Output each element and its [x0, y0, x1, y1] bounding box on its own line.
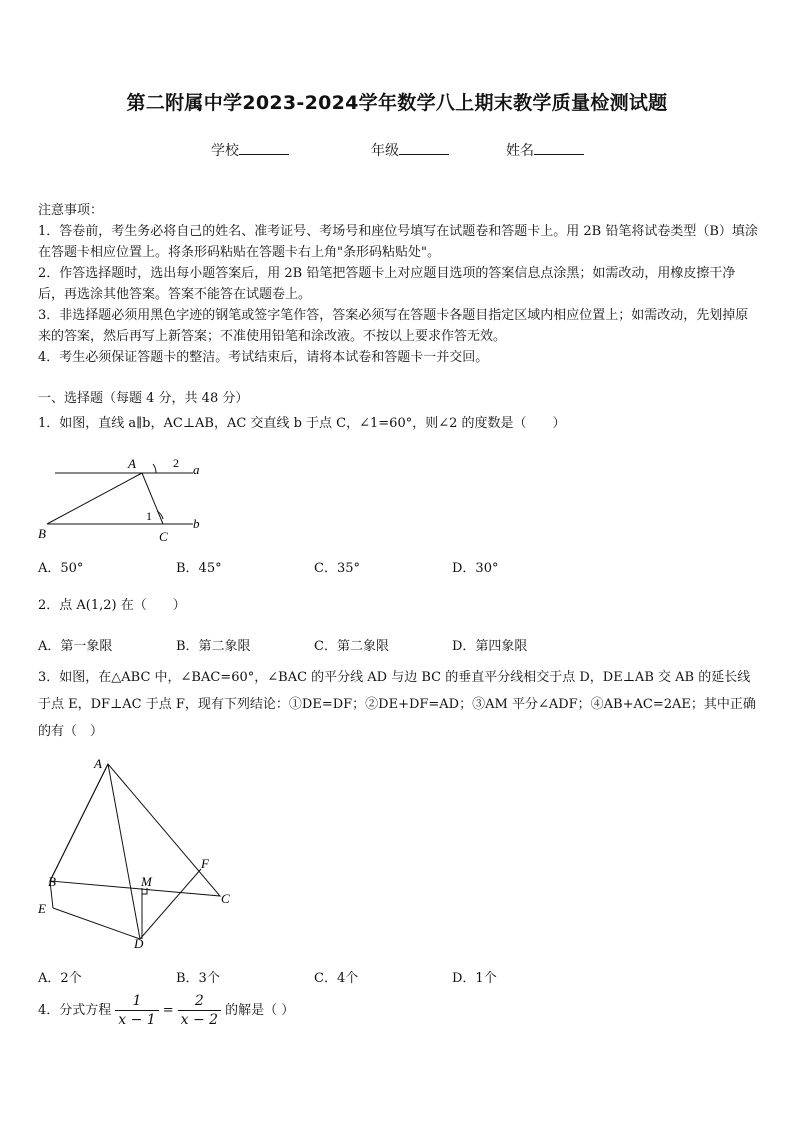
q3-label-D: D [134, 936, 144, 951]
q3-stem: 3．如图，在△ABC 中，∠BAC=60°，∠BAC 的平分线 AD 与边 BC 的垂直平分线相交于点 D，DE⊥AB 交 AB 的延长线于点 E，DF⊥AC 于点 F，现有下列结论：①DE=DF；②DE+DF=AD；③AM 平分∠ADF；④AB+AC=2AE；其中正确的有（ ） [38, 670, 756, 739]
q4-frac1-numerator: 1 [115, 992, 158, 1011]
q2-option-b: B．第二象限 [176, 639, 251, 654]
q4-frac2-denominator: x − 2 [180, 1012, 219, 1028]
notice-item-4: 4．考生必须保证答题卡的整洁。考试结束后，请将本试卷和答题卡一并交回。 [38, 350, 489, 365]
q4-frac2-numerator: 2 [178, 992, 221, 1011]
notice-item-1: 1．答卷前，考生务必将自己的姓名、准考证号、考场号和座位号填写在试题卷和答题卡上。用 2B 铅笔将试卷类型（B）填涂在答题卡相应位置上。将条形码粘贴在答题卡右上角"条形码粘贴处"。 [38, 224, 758, 260]
q1-label-B: B [38, 526, 46, 541]
q3-label-F: F [201, 856, 209, 871]
q3-option-c: C．4个 [314, 971, 359, 986]
q2-option-a: A．第一象限 [38, 639, 113, 654]
q3-label-M: M [141, 874, 152, 889]
notice-item-3: 3．非选择题必须用黑色字迹的钢笔或签字笔作答，答案必须写在答题卡各题目指定区域内相应位置上；如需改动，先划掉原来的答案，然后再写上新答案；不准使用铅笔和涂改液。不按以上要求作答无效。 [38, 308, 749, 344]
q4-frac1-denominator: x − 1 [118, 1012, 156, 1028]
q1-label-a: a [193, 462, 200, 477]
q1-option-d: D．30° [452, 561, 499, 576]
school-field [211, 140, 289, 160]
q4-equals: = [162, 1002, 174, 1018]
q2-stem: 2．点 A(1,2) 在（ ） [38, 598, 186, 613]
q1-label-A: A [128, 456, 136, 471]
q3-label-A: A [94, 756, 102, 771]
name-field [506, 140, 584, 160]
segment-ed [53, 908, 140, 939]
school-blank [239, 141, 289, 155]
notice-item-2: 2．作答选择题时，选出每小题答案后，用 2B 铅笔把答题卡上对应题目选项的答案信息点涂黑；如需改动，用橡皮擦干净后，再选涂其他答案。答案不能答在试题卷上。 [38, 266, 736, 302]
q3-label-B: B [48, 874, 56, 889]
grade-label: 年级 [371, 143, 399, 159]
school-label: 学校 [211, 143, 239, 159]
q1-figure [35, 450, 215, 545]
q4-fraction-2 [178, 992, 221, 1029]
notice-heading: 注意事项： [38, 203, 104, 218]
q4-suffix: 的解是（ ） [225, 1002, 295, 1018]
name-blank [534, 141, 584, 155]
q3-figure [35, 756, 240, 956]
q2-option-c: C．第二象限 [314, 639, 389, 654]
q1-option-b: B．45° [176, 561, 222, 576]
name-label: 姓名 [506, 143, 534, 159]
q1-label-b: b [193, 516, 200, 531]
q1-option-c: C．35° [314, 561, 360, 576]
q1-label-C: C [159, 529, 168, 544]
q4-fraction-1 [115, 992, 158, 1029]
q1-label-angle1: 1 [146, 509, 152, 523]
grade-blank [399, 141, 449, 155]
q4-prefix: 4．分式方程 [38, 1002, 112, 1018]
q1-stem: 1．如图，直线 a∥b，AC⊥AB，AC 交直线 b 于点 C，∠1=60°，则∠2 的度数是（ ） [38, 416, 566, 431]
q4-stem [38, 992, 294, 1029]
q3-option-d: D．1个 [452, 971, 497, 986]
angle-2-arc [153, 464, 156, 473]
grade-field [371, 140, 449, 160]
segment-ab [50, 764, 108, 881]
q3-option-b: B．3个 [176, 971, 220, 986]
section-heading: 一、选择题（每题 4 分，共 48 分） [38, 391, 249, 406]
segment-ad [108, 764, 140, 939]
q1-option-a: A．50° [38, 561, 84, 576]
q3-label-E: E [38, 901, 46, 916]
q1-label-angle2: 2 [173, 456, 179, 470]
page-title: 第二附属中学2023-2024学年数学八上期末教学质量检测试题 [126, 92, 668, 114]
segment-ab [47, 473, 142, 524]
q3-label-C: C [221, 891, 230, 906]
q2-option-d: D．第四象限 [452, 639, 528, 654]
q3-option-a: A．2个 [38, 971, 82, 986]
